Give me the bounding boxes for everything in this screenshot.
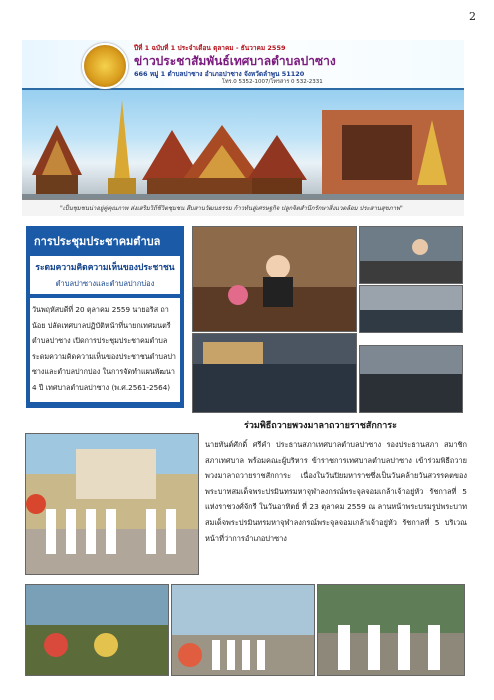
phone-line: โทร.0 5352-1007/โทรสาร 0 532-2331 — [222, 79, 323, 85]
article-community-meeting — [26, 226, 184, 408]
meeting-photo-top-right — [359, 226, 463, 284]
slogan: "เป็นชุมชนน่าอยู่คู่คุณภาพ ส่งเสริมวิถีชีวิตชุมชน สืบสานวัฒนธรรม ก้าวทันสู่เศรษฐกิจ ปลูกจิตสำนึกรักษาสิ่งแวดล้อม ประสานสุขภาพ" — [60, 205, 403, 212]
meeting-photo-main — [192, 226, 357, 332]
article1-subtitle: ระดมความคิดความเห็นของประชาชน — [35, 263, 175, 273]
ceremony-photo-2 — [171, 584, 315, 676]
article2-body: นายทันต์ศักดิ์ ศรีคำ ประธานสภาเทศบาลตำบลปาซาง รองประธานสภา สมาชิกสภาเทศบาล พร้อมคณะผู้บริหาร ข้าราชการเทศบาลตำบลปาซาง เข้าร่วมพิธีถวายพวงมาลาถวายราชสักการะ เนื่องในวันปิยมหาราชซึ่งเป็นวันคล้ายวันสวรรคตของพระบาทสมเด็จพระปรมินทรมหาจุฬาลงกรณ์พระจุลจอมเกล้าเจ้าอยู่หัว รัชกาลที่ 5 แห่งราชวงศ์จักรี ในวันอาทิตย์ ที่ 23 ตุลาคม 2559 ณ ลานหน้าพระบรมรูปพระบาทสมเด็จพระปรมินทรมหาจุฬาลงกรณ์พระจุลจอมเกล้าเจ้าอยู่หัว รัชกาลที่ 5 บริเวณหน้าที่ว่าการอำเภอปาซาง — [205, 440, 467, 543]
wreath-ceremony-photo — [25, 433, 199, 575]
article1-subtitle2: ตำบลปาซางและตำบลปากบ่อง — [55, 279, 155, 288]
newsletter-banner — [22, 40, 464, 216]
ceremony-photo-3 — [317, 584, 465, 676]
article1-title: การประชุมประชาคมตำบล — [34, 235, 161, 248]
address: 666 หมู่ 1 ตำบลปาซาง อำเภอปาซาง จังหวัดลำพูน 51120 — [134, 70, 305, 78]
page-number: 2 — [469, 10, 476, 23]
temple-scene-image — [22, 90, 464, 200]
municipality-logo — [82, 43, 128, 89]
publication-title: ข่าวประชาสัมพันธ์เทศบาลตำบลปาซาง — [134, 54, 336, 68]
article2-title: ร่วมพิธีถวายพวงมาลาถวายราชสักการะ — [244, 421, 397, 431]
ceremony-photo-1 — [25, 584, 169, 676]
meeting-photo-mid-right — [359, 285, 463, 333]
article1-body: วันพฤหัสบดีที่ 20 ตุลาคม 2559 นายอริส ถาน้อย ปลัดเทศบาลปฏิบัติหน้าที่นายกเทศมนตรีตำบลปาซาง เปิดการประชุมประชาคมตำบล ระดมความคิดความเห็นของประชาชนตำบลปาซางและตำบลปากบ่อง ในการจัดทำแผนพัฒนา 4 ปี เทศบาลตำบลปาซาง (พ.ศ.2561-2564) — [32, 305, 176, 392]
meeting-photo-bottom-right — [359, 345, 463, 413]
meeting-audience-photo — [192, 333, 357, 413]
issue-line: ปีที่ 1 ฉบับที่ 1 ประจำเดือน ตุลาคม - ธันวาคม 2559 — [134, 44, 286, 52]
